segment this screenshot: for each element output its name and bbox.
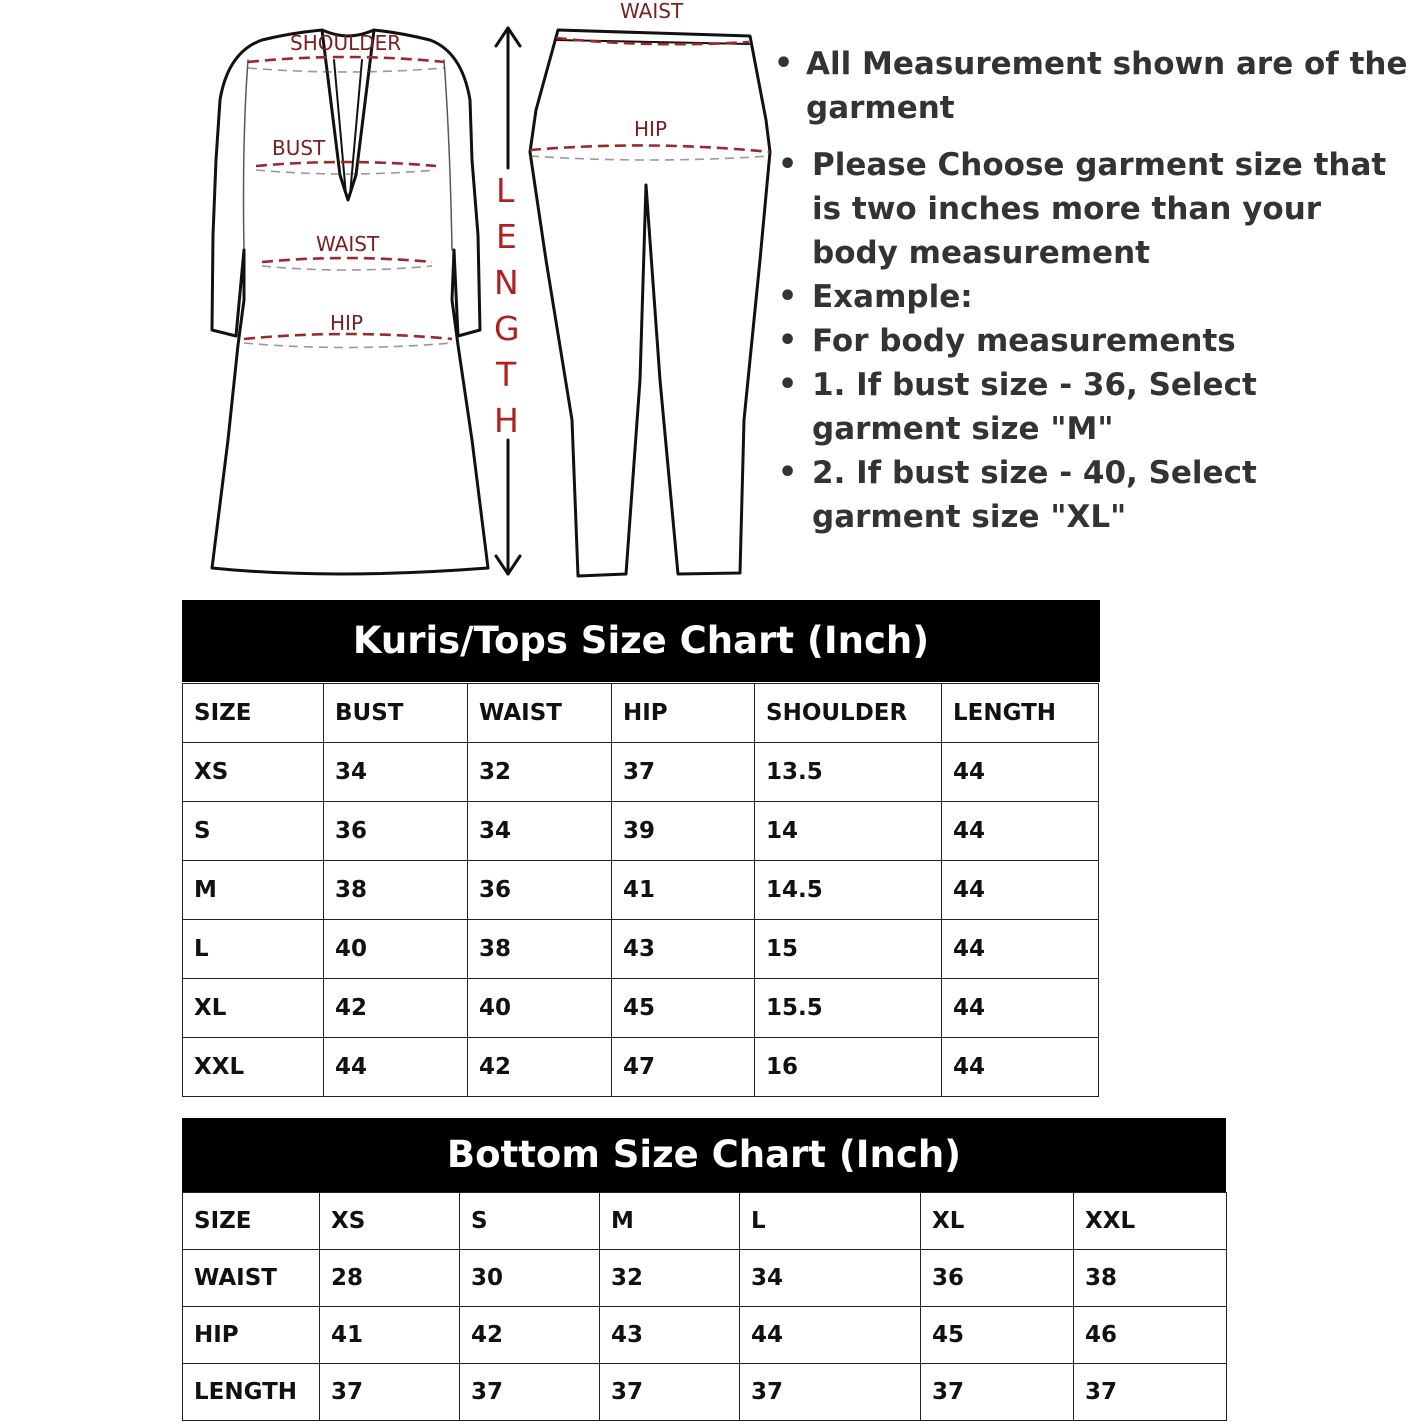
table-cell: LENGTH (183, 1364, 320, 1421)
pant-hip-measure-line (530, 145, 770, 152)
pant-hip-measure-line-back (530, 156, 770, 160)
table-cell: XS (183, 743, 324, 802)
table-row (183, 802, 1099, 861)
table-cell: 38 (1074, 1250, 1227, 1307)
table-cell: 40 (324, 920, 468, 979)
header-cell: BUST (324, 684, 468, 743)
header-cell: S (460, 1193, 600, 1250)
bust-measure-line (256, 162, 436, 166)
table-cell: 44 (942, 979, 1099, 1038)
table-cell: 44 (942, 920, 1099, 979)
table-cell: 15 (755, 920, 942, 979)
table-cell: 37 (460, 1364, 600, 1421)
table-cell: 37 (1074, 1364, 1227, 1421)
kurti-size-table (182, 683, 1099, 1097)
table-cell: 30 (460, 1250, 600, 1307)
table-row (183, 1307, 1227, 1364)
pant-outline (530, 30, 770, 576)
table-row (183, 1364, 1227, 1421)
table-cell: 44 (942, 743, 1099, 802)
waist-measure-line (262, 258, 432, 262)
length-letter-5: T (496, 355, 517, 394)
table-cell: 37 (740, 1364, 921, 1421)
note-item: • 1. If bust size - 36, Select garment size "M" (772, 363, 1412, 451)
table-cell: 28 (320, 1250, 460, 1307)
hip-measure-line-back (244, 343, 452, 348)
header-cell: HIP (612, 684, 755, 743)
table-cell: 32 (600, 1250, 740, 1307)
kurti-chart-title: Kuris/Tops Size Chart (Inch) (182, 600, 1100, 682)
header-cell: XS (320, 1193, 460, 1250)
table-cell: 37 (320, 1364, 460, 1421)
shoulder-measure-line (248, 57, 444, 62)
header-cell: SIZE (183, 684, 324, 743)
table-row (183, 1038, 1099, 1097)
pant-waist-label: WAIST (620, 0, 684, 23)
table-cell: 41 (320, 1307, 460, 1364)
table-cell: 38 (468, 920, 612, 979)
measurement-notes (772, 42, 1412, 539)
kurti-drawing (212, 30, 488, 574)
table-cell: 14 (755, 802, 942, 861)
table-cell: 44 (942, 1038, 1099, 1097)
pant-drawing (530, 0, 770, 576)
table-cell: 46 (1074, 1307, 1227, 1364)
table-cell: 45 (612, 979, 755, 1038)
pant-hip-label: HIP (634, 117, 667, 141)
table-cell: 42 (460, 1307, 600, 1364)
table-cell: XXL (183, 1038, 324, 1097)
table-cell: S (183, 802, 324, 861)
table-cell: 44 (740, 1307, 921, 1364)
table-cell: 36 (921, 1250, 1074, 1307)
note-item: • All Measurement shown are of the garment (772, 42, 1412, 130)
table-cell: 32 (468, 743, 612, 802)
table-cell: 36 (468, 861, 612, 920)
shoulder-measure-line-back (248, 68, 444, 72)
header-cell: XXL (1074, 1193, 1227, 1250)
table-header-row (183, 684, 1099, 743)
table-cell: 37 (921, 1364, 1074, 1421)
header-cell: SHOULDER (755, 684, 942, 743)
garment-illustration (0, 0, 780, 600)
table-cell: 14.5 (755, 861, 942, 920)
table-row (183, 1250, 1227, 1307)
table-cell: 16 (755, 1038, 942, 1097)
table-cell: 36 (324, 802, 468, 861)
table-cell: 44 (942, 861, 1099, 920)
table-cell: 43 (600, 1307, 740, 1364)
table-cell: 42 (468, 1038, 612, 1097)
header-cell: LENGTH (942, 684, 1099, 743)
table-cell: XL (183, 979, 324, 1038)
table-cell: 41 (612, 861, 755, 920)
table-cell: 13.5 (755, 743, 942, 802)
table-header-row (183, 1193, 1227, 1250)
table-row (183, 861, 1099, 920)
table-cell: 40 (468, 979, 612, 1038)
table-cell: 45 (921, 1307, 1074, 1364)
length-letter-2: E (496, 217, 517, 256)
length-letter-6: H (494, 401, 519, 440)
bust-measure-line-back (256, 170, 436, 174)
table-cell: WAIST (183, 1250, 320, 1307)
table-cell: 37 (612, 743, 755, 802)
table-row (183, 920, 1099, 979)
shoulder-label: SHOULDER (290, 31, 402, 55)
header-cell: WAIST (468, 684, 612, 743)
note-item: • Example: (772, 275, 1412, 319)
table-cell: 47 (612, 1038, 755, 1097)
bottom-chart-title: Bottom Size Chart (Inch) (182, 1118, 1226, 1192)
table-cell: 39 (612, 802, 755, 861)
note-item: • For body measurements (772, 319, 1412, 363)
length-letter-1: L (496, 171, 515, 210)
header-cell: SIZE (183, 1193, 320, 1250)
table-cell: 15.5 (755, 979, 942, 1038)
table-row (183, 743, 1099, 802)
note-item: • Please Choose garment size that is two inches more than your body measurement (772, 143, 1412, 275)
kurti-sleeve-seam-right (444, 60, 452, 250)
length-arrow (494, 28, 520, 574)
table-cell: 34 (740, 1250, 921, 1307)
table-cell: 44 (324, 1038, 468, 1097)
table-cell: L (183, 920, 324, 979)
table-cell: 38 (324, 861, 468, 920)
table-cell: 37 (600, 1364, 740, 1421)
table-row (183, 979, 1099, 1038)
header-cell: M (600, 1193, 740, 1250)
length-letter-3: N (494, 263, 519, 302)
table-cell: M (183, 861, 324, 920)
table-cell: 43 (612, 920, 755, 979)
table-cell: 34 (468, 802, 612, 861)
pant-waistband (556, 40, 749, 44)
kurti-sleeve-seam-left (244, 60, 249, 250)
header-cell: L (740, 1193, 921, 1250)
bust-label: BUST (272, 136, 326, 160)
table-cell: 34 (324, 743, 468, 802)
note-item: • 2. If bust size - 40, Select garment size "XL" (772, 451, 1412, 539)
header-cell: XL (921, 1193, 1074, 1250)
waist-measure-line-back (262, 266, 432, 270)
length-letter-4: G (494, 309, 520, 348)
kurti-waist-label: WAIST (316, 232, 380, 256)
table-cell: HIP (183, 1307, 320, 1364)
table-cell: 42 (324, 979, 468, 1038)
table-cell: 44 (942, 802, 1099, 861)
kurti-hip-label: HIP (330, 311, 363, 335)
bottom-size-table (182, 1192, 1227, 1421)
